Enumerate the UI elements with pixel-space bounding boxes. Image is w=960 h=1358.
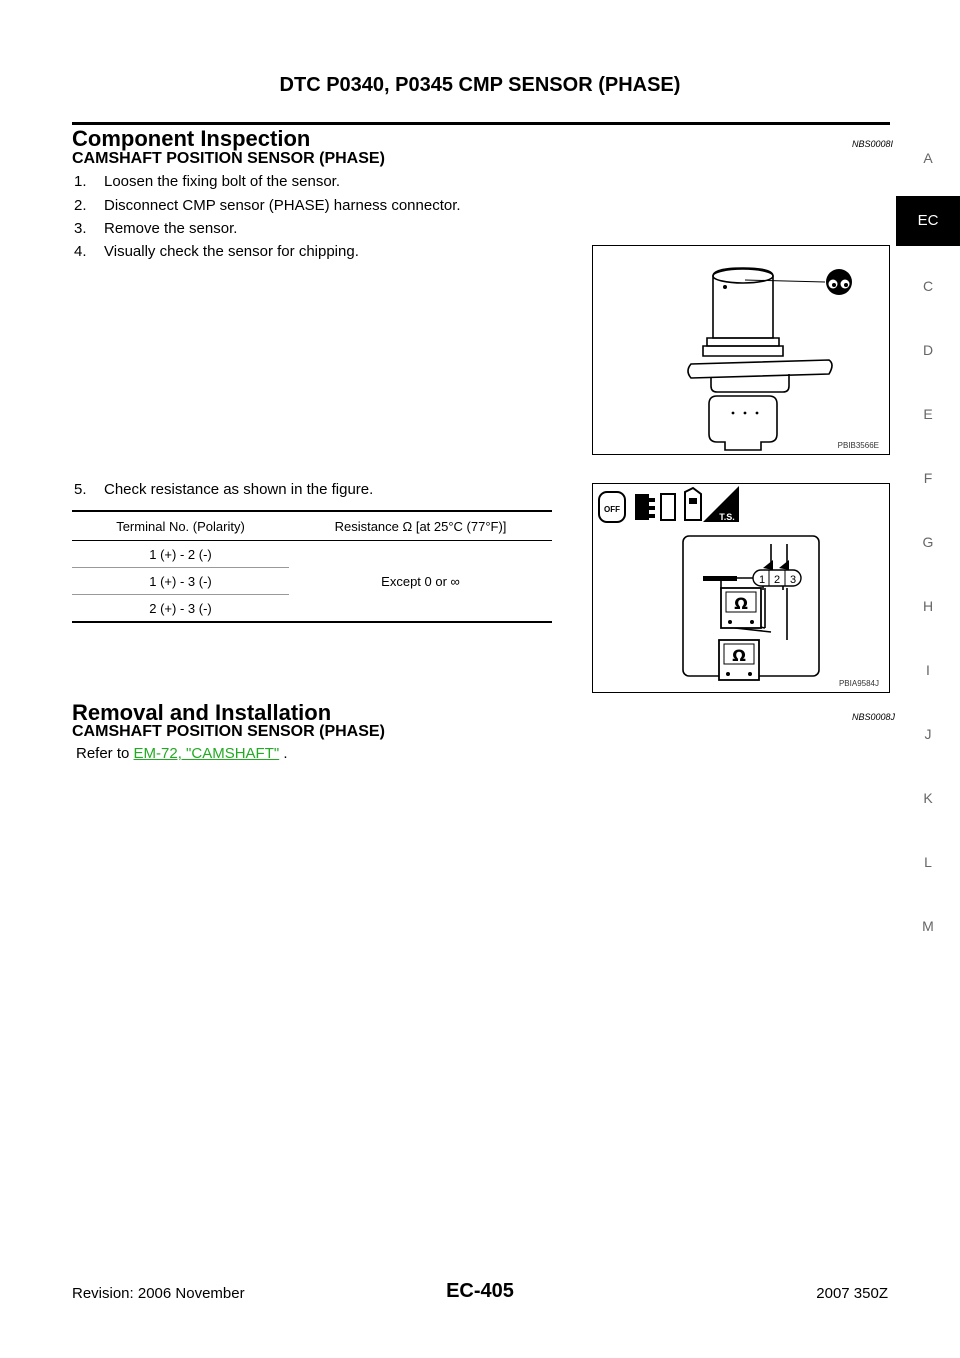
figure-code: PBIA9584J xyxy=(838,679,879,688)
page-number: EC-405 xyxy=(446,1280,514,1302)
step-text: Visually check the sensor for chipping. xyxy=(104,243,359,260)
tool-icon xyxy=(685,488,701,520)
figure-sensor-illustration xyxy=(592,245,890,455)
step-item xyxy=(74,220,237,237)
reference-suffix: . xyxy=(279,745,288,762)
step-number: 3. xyxy=(74,220,87,237)
svg-text:Ω: Ω xyxy=(732,646,746,665)
section-title-removal: Removal and Installation xyxy=(72,700,332,725)
step-text: Loosen the fixing bolt of the sensor. xyxy=(104,173,340,190)
reference-prefix: Refer to xyxy=(76,745,134,762)
side-tab-h[interactable]: H xyxy=(922,598,934,614)
terminal-cell: 1 (+) - 3 (-) xyxy=(72,568,289,595)
column-header-terminal: Terminal No. (Polarity) xyxy=(72,511,289,541)
figure-code: PBIB3566E xyxy=(837,441,879,450)
step-number: 1. xyxy=(74,173,87,190)
side-tab-i[interactable]: I xyxy=(926,662,930,678)
side-tab-a[interactable]: A xyxy=(923,150,933,166)
resistance-table xyxy=(72,510,552,623)
revision-date: Revision: 2006 November xyxy=(72,1285,245,1302)
column-header-resistance: Resistance Ω [at 25°C (77°F)] xyxy=(289,511,552,541)
header-rule xyxy=(72,122,890,125)
subheading-cmp-sensor: CAMSHAFT POSITION SENSOR (PHASE) xyxy=(72,723,385,740)
side-tab-j[interactable]: J xyxy=(924,726,932,742)
step-text: Disconnect CMP sensor (PHASE) harness connector. xyxy=(104,197,461,214)
svg-text:1: 1 xyxy=(758,574,766,586)
reference-text xyxy=(76,745,288,762)
side-tab-c[interactable]: C xyxy=(922,278,934,294)
step-item xyxy=(74,173,340,190)
side-tab-l[interactable]: L xyxy=(924,854,932,870)
side-tab-f[interactable]: F xyxy=(923,470,933,486)
side-tab-m[interactable]: M xyxy=(922,918,934,934)
subheading-cmp-sensor: CAMSHAFT POSITION SENSOR (PHASE) xyxy=(72,150,385,167)
section-title-component-inspection: Component Inspection xyxy=(72,126,311,151)
test-sheet-icon xyxy=(703,486,739,522)
table-row xyxy=(72,541,552,568)
ohmmeter-icon xyxy=(721,588,761,628)
step-item xyxy=(74,243,359,260)
step-item xyxy=(74,481,373,498)
terminal-cell: 2 (+) - 3 (-) xyxy=(72,595,289,623)
disconnect-icon xyxy=(635,494,675,520)
svg-text:T.S.: T.S. xyxy=(719,512,735,522)
figure-resistance-check xyxy=(592,483,890,693)
resistance-value-cell: Except 0 or ∞ xyxy=(289,541,552,623)
side-tab-k[interactable]: K xyxy=(923,790,933,806)
side-tab-e[interactable]: E xyxy=(923,406,933,422)
table-header-row xyxy=(72,511,552,541)
model-year: 2007 350Z xyxy=(816,1285,888,1302)
svg-text:2: 2 xyxy=(773,574,781,586)
side-tab-ec[interactable]: EC xyxy=(896,196,960,246)
step-text: Remove the sensor. xyxy=(104,220,238,237)
sensor-drawing xyxy=(593,246,889,454)
section-code: NBS0008J xyxy=(852,712,896,722)
side-tab-d[interactable]: D xyxy=(922,342,934,358)
side-tab-g[interactable]: G xyxy=(922,534,934,550)
step-number: 5. xyxy=(74,481,87,498)
resistance-check-drawing xyxy=(593,484,889,692)
svg-text:OFF: OFF xyxy=(604,505,620,514)
camshaft-reference-link[interactable]: EM-72, "CAMSHAFT" xyxy=(133,745,280,762)
ohmmeter-icon xyxy=(719,640,759,680)
step-number: 4. xyxy=(74,243,87,260)
page-title: DTC P0340, P0345 CMP SENSOR (PHASE) xyxy=(279,74,681,96)
ignition-off-icon xyxy=(599,492,625,522)
visual-check-icon xyxy=(826,269,852,295)
step-text: Check resistance as shown in the figure. xyxy=(104,481,374,498)
connector-pins xyxy=(753,570,801,586)
terminal-cell: 1 (+) - 2 (-) xyxy=(72,541,289,568)
step-item xyxy=(74,197,461,214)
step-number: 2. xyxy=(74,197,87,214)
svg-text:3: 3 xyxy=(789,574,797,586)
svg-text:Ω: Ω xyxy=(734,594,748,613)
section-code: NBS0008I xyxy=(852,139,894,149)
